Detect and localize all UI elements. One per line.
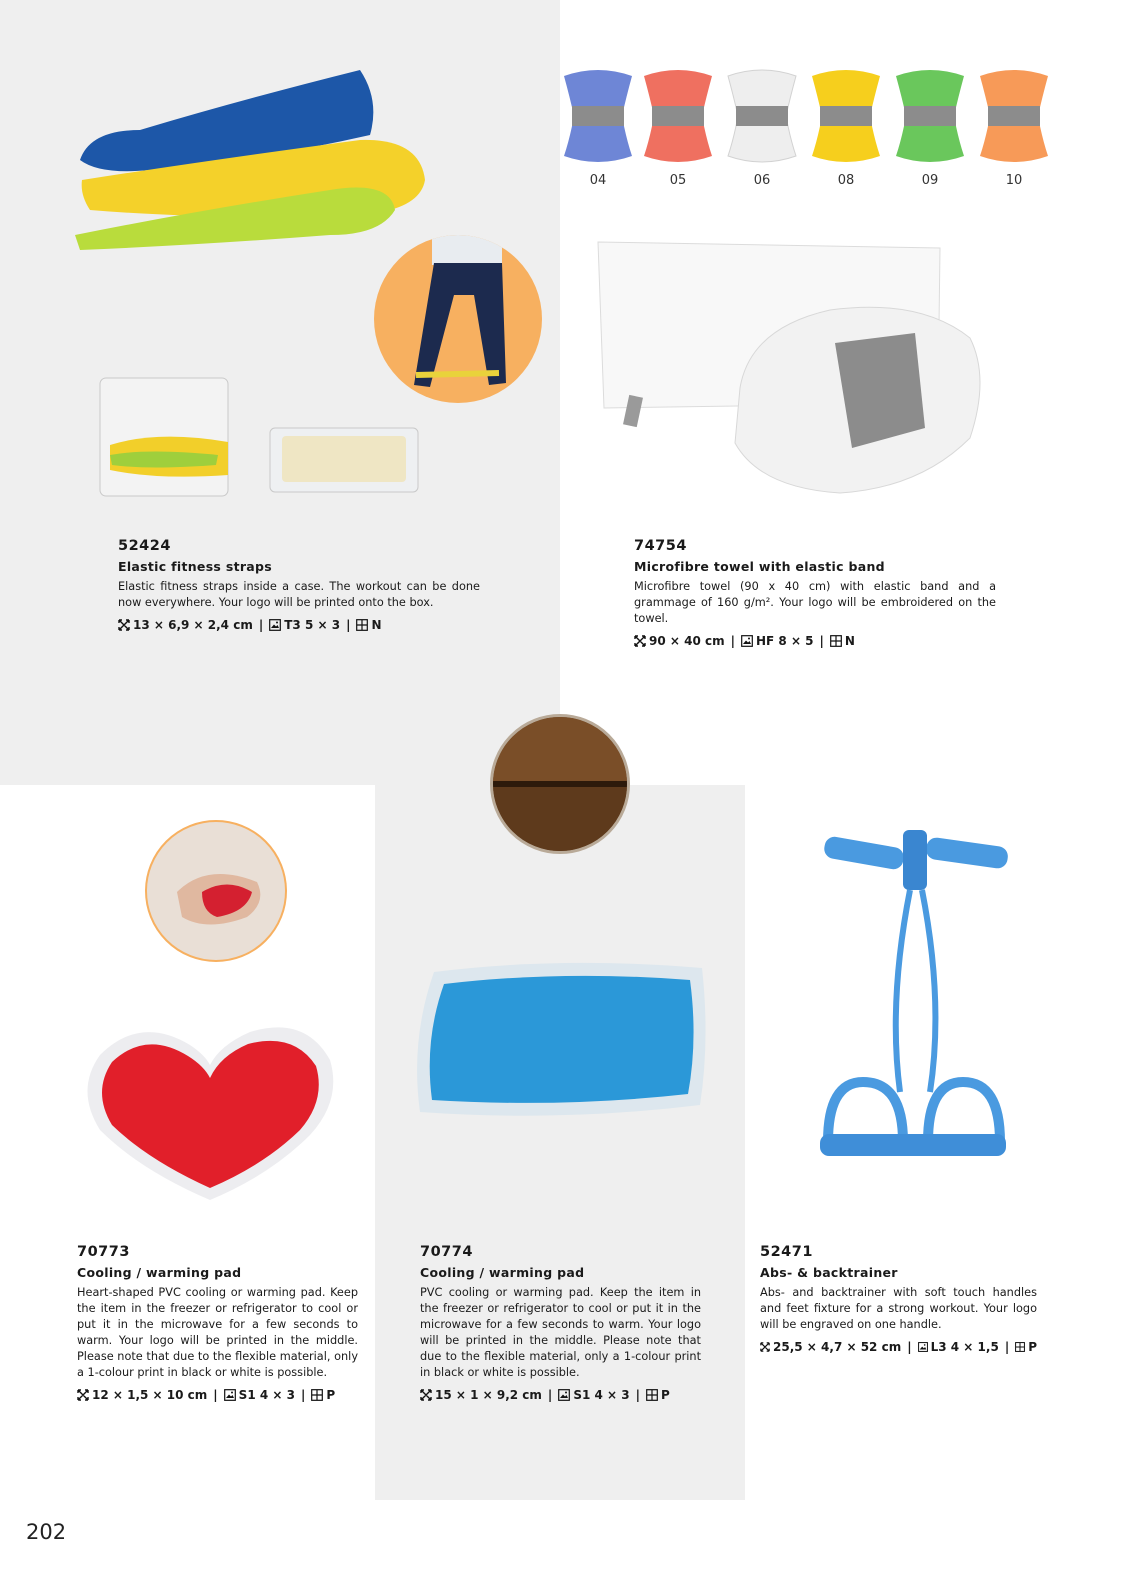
straps-case-image	[98, 370, 438, 500]
product-code: 52424	[118, 538, 171, 554]
swatch-label: 09	[921, 173, 939, 188]
swatch-04[interactable]	[560, 68, 636, 188]
product-size: 15 × 1 × 9,2 cm	[435, 1388, 542, 1402]
packaging-code: P	[1028, 1340, 1038, 1354]
separator: |	[213, 1388, 218, 1402]
dimensions-icon	[77, 1389, 89, 1401]
print-method: L3 4 × 1,5	[930, 1340, 999, 1354]
product-name: Cooling / warming pad	[420, 1265, 585, 1280]
product-specs	[634, 634, 996, 648]
dimensions-icon	[118, 619, 130, 631]
product-70774	[420, 1244, 701, 1402]
separator: |	[1004, 1340, 1010, 1354]
swatch-label: 08	[837, 173, 855, 188]
swatch-06[interactable]	[724, 68, 800, 188]
dimensions-icon	[760, 1341, 770, 1353]
packaging-code: P	[326, 1388, 336, 1402]
product-size: 12 × 1,5 × 10 cm	[92, 1388, 208, 1402]
packaging-icon	[830, 635, 842, 647]
product-name: Elastic fitness straps	[118, 559, 273, 574]
product-size: 90 × 40 cm	[649, 634, 725, 648]
packaging-icon	[646, 1389, 658, 1401]
swatch-label: 10	[1005, 173, 1023, 188]
print-area-icon	[224, 1389, 236, 1401]
packaging-code: N	[844, 634, 855, 648]
swatch-label: 04	[589, 173, 607, 188]
product-description: Heart-shaped PVC cooling or warming pad. Keep the item in the freezer or refrigerator to cool or put it in the microwave for a few seconds to warm. Your logo will be printed in the middle. Please note that due to the flexible material, only a 1-colour print in black or white is possible.	[77, 1286, 358, 1379]
swatch-05[interactable]	[640, 68, 716, 188]
product-specs	[118, 618, 480, 632]
swatch-09[interactable]	[892, 68, 968, 188]
product-specs	[77, 1388, 358, 1402]
heart-pad-image	[80, 1020, 340, 1205]
separator: |	[300, 1388, 306, 1402]
swatch-10[interactable]	[976, 68, 1052, 188]
separator: |	[730, 634, 735, 648]
swatch-08[interactable]	[808, 68, 884, 188]
product-description: Elastic fitness straps inside a case. The workout can be done now everywhere. Your logo will be printed onto the box.	[118, 580, 480, 609]
packaging-icon	[311, 1389, 323, 1401]
print-method: T3 5 × 3	[284, 618, 341, 632]
separator: |	[907, 1340, 912, 1354]
print-area-icon	[269, 619, 281, 631]
product-size: 25,5 × 4,7 × 52 cm	[773, 1340, 902, 1354]
abs-backtrainer-image	[818, 822, 1018, 1167]
print-area-icon	[741, 635, 753, 647]
page-number: 202	[26, 1520, 67, 1544]
separator: |	[547, 1388, 553, 1402]
product-description: Microfibre towel (90 x 40 cm) with elastic band and a grammage of 160 g/m². Your logo will be embroidered on the towel.	[634, 580, 996, 625]
microfibre-towel-image	[590, 238, 990, 503]
packaging-code: P	[660, 1388, 670, 1402]
color-swatches	[560, 68, 1080, 198]
separator: |	[346, 618, 351, 632]
swatch-label: 06	[753, 173, 771, 188]
swatch-label: 05	[669, 173, 687, 188]
product-52471	[760, 1244, 1037, 1354]
product-code: 70774	[420, 1244, 473, 1260]
print-area-icon	[558, 1389, 570, 1401]
print-method: HF 8 × 5	[756, 634, 814, 648]
separator: |	[635, 1388, 640, 1402]
dimensions-icon	[420, 1389, 432, 1401]
wood-texture-photo	[490, 714, 630, 854]
dimensions-icon	[634, 635, 646, 647]
print-method: S1 4 × 3	[238, 1388, 295, 1402]
product-52424	[118, 538, 480, 632]
print-area-icon	[918, 1341, 928, 1353]
product-specs	[760, 1340, 1037, 1354]
product-name: Abs- & backtrainer	[760, 1265, 898, 1280]
packaging-code: N	[371, 618, 382, 632]
product-code: 74754	[634, 538, 687, 554]
product-70773	[77, 1244, 358, 1402]
product-name: Microfibre towel with elastic band	[634, 559, 885, 574]
product-code: 70773	[77, 1244, 130, 1260]
packaging-icon	[1015, 1341, 1025, 1353]
rectangular-gel-pad-image	[412, 960, 712, 1120]
print-method: S1 4 × 3	[573, 1388, 630, 1402]
product-74754	[634, 538, 996, 648]
packaging-icon	[356, 619, 368, 631]
product-description: Abs- and backtrainer with soft touch handles and feet fixture for a strong workout. Your logo will be engraved on one handle.	[760, 1286, 1037, 1331]
product-size: 13 × 6,9 × 2,4 cm	[133, 618, 253, 632]
product-name: Cooling / warming pad	[77, 1265, 242, 1280]
product-specs	[420, 1388, 701, 1402]
fitness-straps-image	[60, 60, 440, 280]
hand-with-heart-pad-photo	[145, 820, 287, 962]
product-description: PVC cooling or warming pad. Keep the item in the freezer or refrigerator to cool or put it in the microwave for a few seconds to warm. Your logo will be printed in the middle. Please note that due to the flexible material, only a 1-colour print in black or white is possible.	[420, 1286, 701, 1379]
product-code: 52471	[760, 1244, 813, 1260]
separator: |	[258, 618, 264, 632]
separator: |	[819, 634, 824, 648]
